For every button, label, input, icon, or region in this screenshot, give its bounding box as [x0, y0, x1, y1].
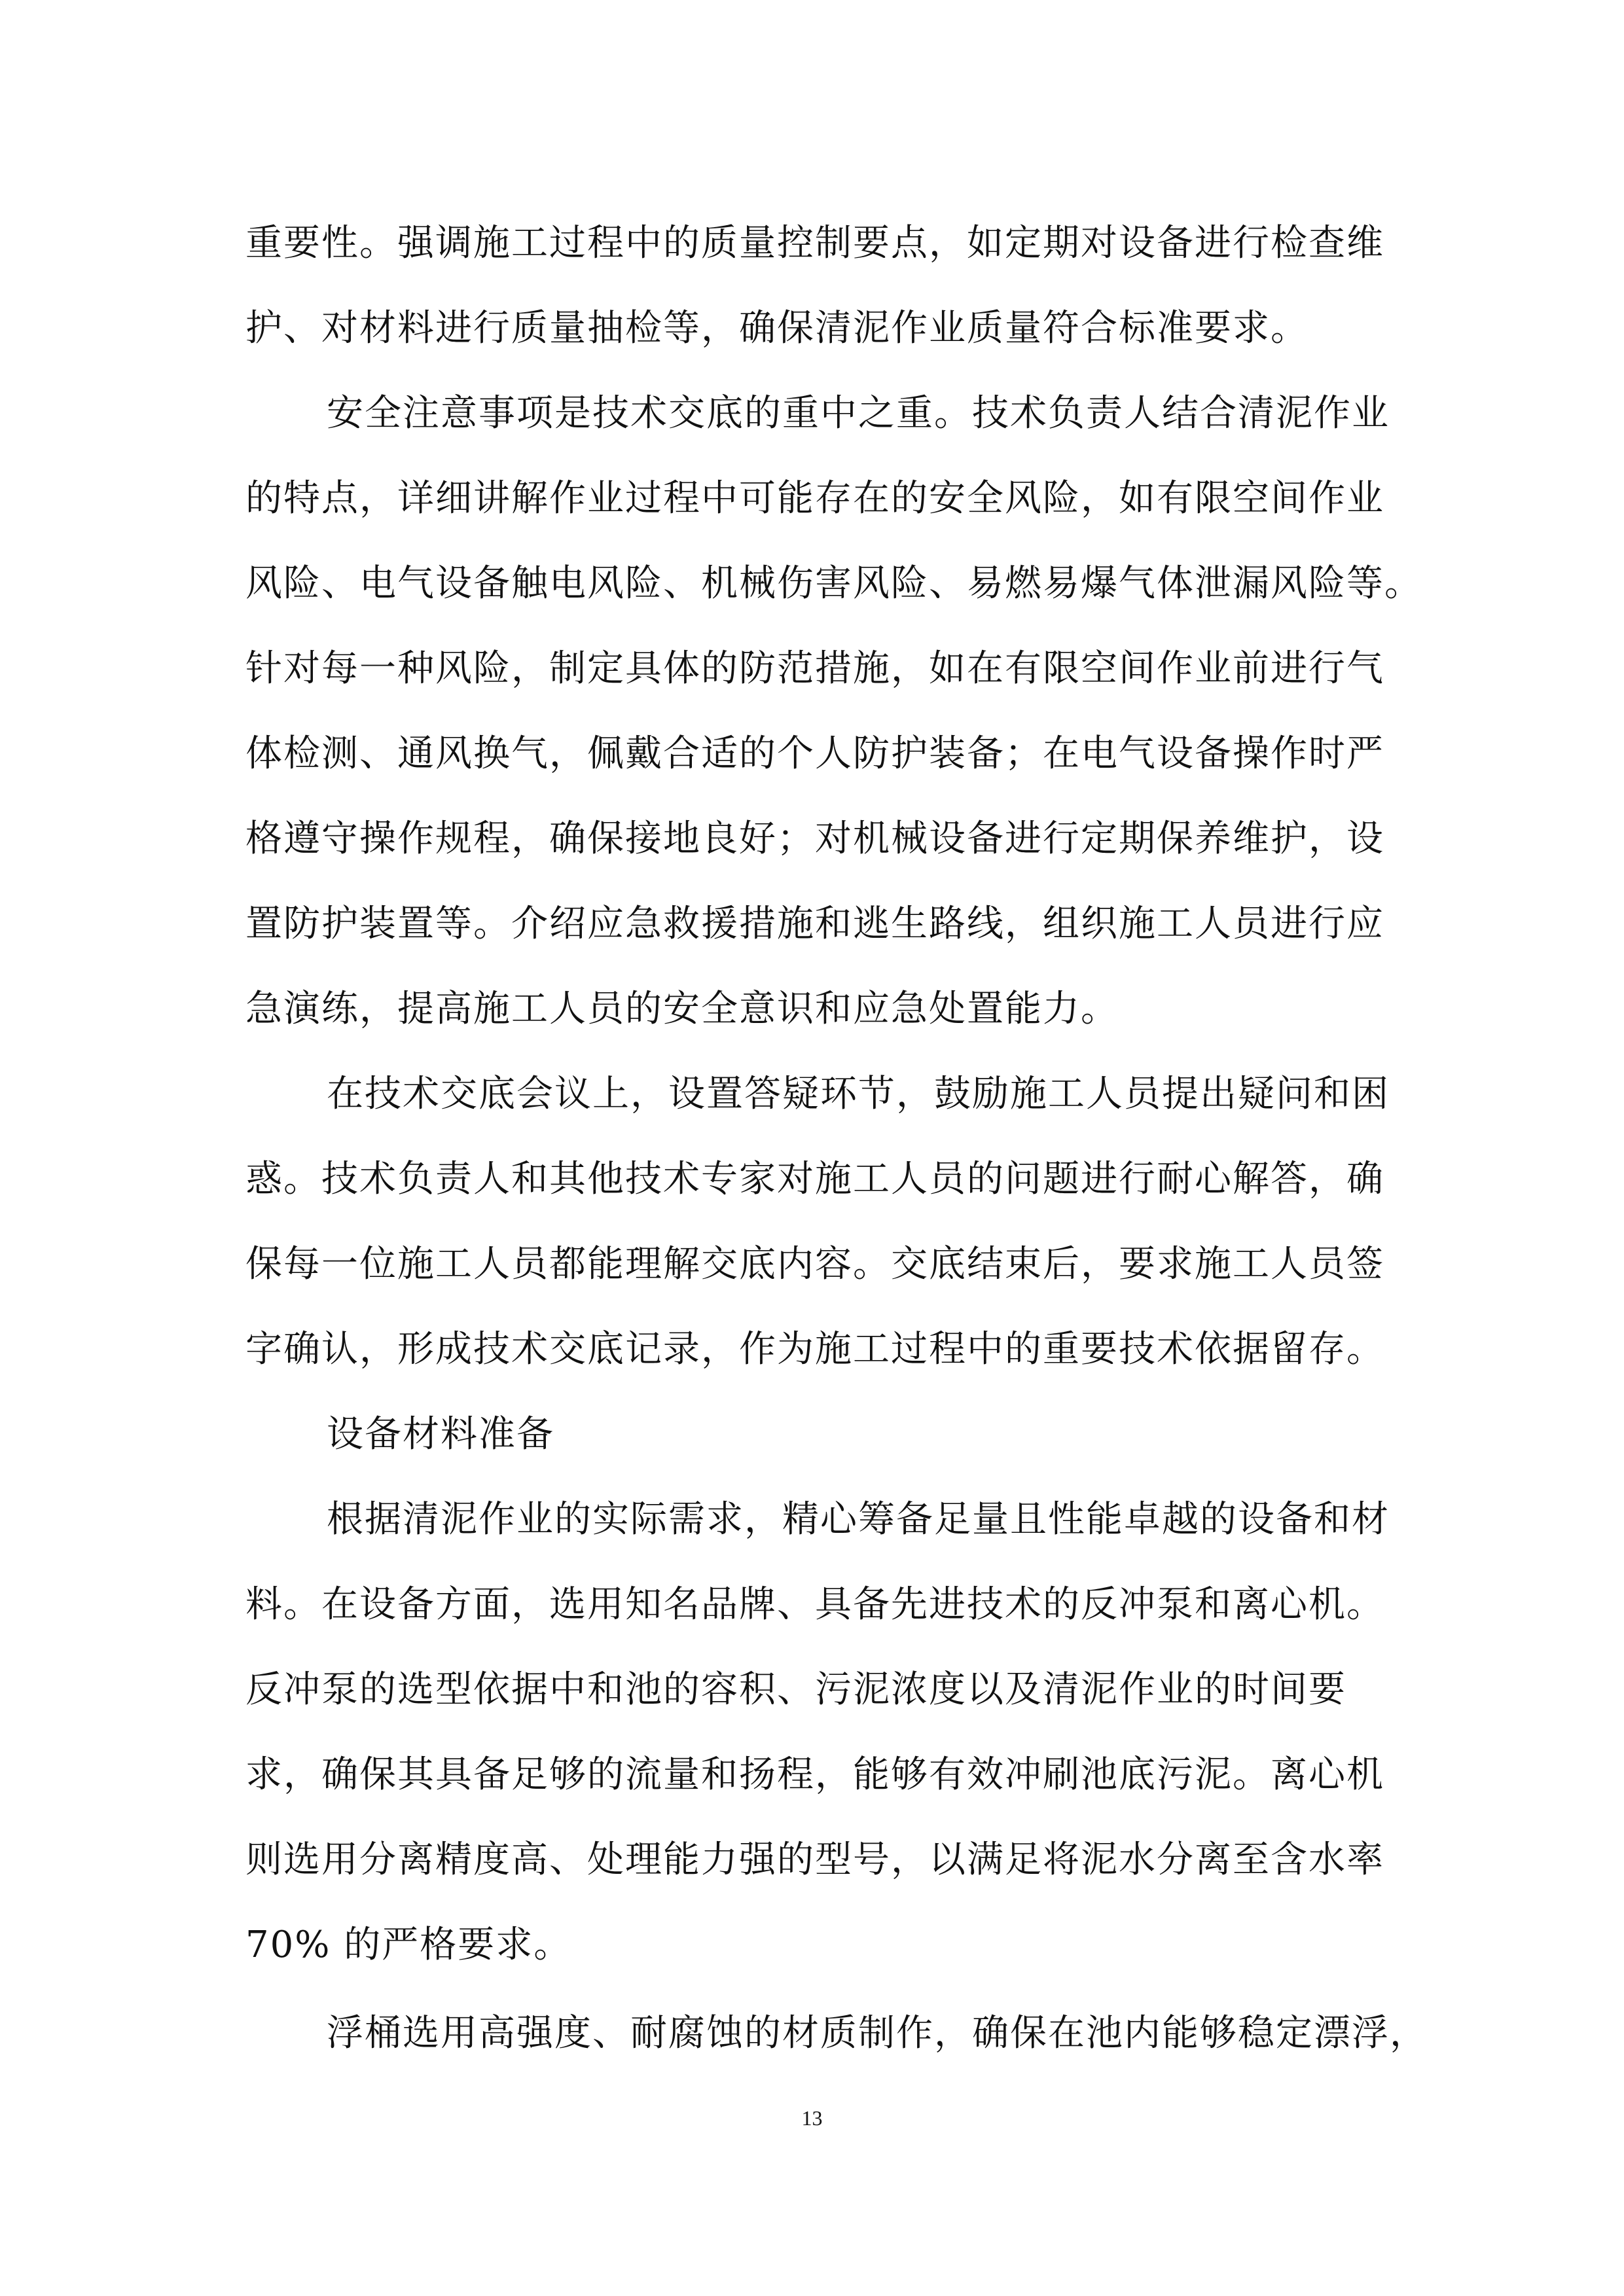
paragraph-line: 护、对材料进行质量抽检等，确保清泥作业质量符合标准要求。	[245, 307, 1308, 350]
paragraph-line: 根据清泥作业的实际需求，精心筹备足量且性能卓越的设备和材	[327, 1498, 1390, 1541]
paragraph-line: 浮桶选用高强度、耐腐蚀的材质制作，确保在池内能够稳定漂浮，	[327, 2012, 1428, 2054]
page-number: 13	[801, 2106, 823, 2130]
paragraph-line: 风险、电气设备触电风险、机械伤害风险、易燃易爆气体泄漏风险等。	[245, 562, 1422, 605]
paragraph-line: 针对每一种风险，制定具体的防范措施，如在有限空间作业前进行气	[245, 647, 1384, 690]
paragraph-line: 料。在设备方面，选用知名品牌、具备先进技术的反冲泵和离心机。	[245, 1583, 1384, 1626]
paragraph-line: 重要性。强调施工过程中的质量控制要点，如定期对设备进行检查维	[245, 222, 1384, 264]
paragraph-line: 体检测、通风换气，佩戴合适的个人防护装备；在电气设备操作时严	[245, 732, 1384, 775]
paragraph-line: 求，确保其具备足够的流量和扬程，能够有效冲刷池底污泥。离心机	[245, 1753, 1384, 1796]
paragraph-line: 反冲泵的选型依据中和池的容积、污泥浓度以及清泥作业的时间要	[245, 1668, 1346, 1711]
section-heading: 设备材料准备	[327, 1413, 554, 1456]
paragraph-line: 字确认，形成技术交底记录，作为施工过程中的重要技术依据留存。	[245, 1328, 1384, 1371]
paragraph-line: 格遵守操作规程，确保接地良好；对机械设备进行定期保养维护，设	[245, 817, 1384, 860]
paragraph-line: 的特点，详细讲解作业过程中可能存在的安全风险，如有限空间作业	[245, 477, 1384, 520]
paragraph-line: 在技术交底会议上，设置答疑环节，鼓励施工人员提出疑问和困	[327, 1073, 1390, 1115]
paragraph-line: 置防护装置等。介绍应急救援措施和逃生路线，组织施工人员进行应	[245, 903, 1384, 945]
paragraph-line: 惑。技术负责人和其他技术专家对施工人员的问题进行耐心解答，确	[245, 1158, 1384, 1200]
paragraph-line: 则选用分离精度高、处理能力强的型号，以满足将泥水分离至含水率	[245, 1839, 1384, 1881]
paragraph-line: 70% 的严格要求。	[245, 1924, 572, 1966]
paragraph-line: 急演练，提高施工人员的安全意识和应急处置能力。	[245, 988, 1119, 1030]
paragraph-line: 保每一位施工人员都能理解交底内容。交底结束后，要求施工人员签	[245, 1243, 1384, 1285]
paragraph-line: 安全注意事项是技术交底的重中之重。技术负责人结合清泥作业	[327, 392, 1390, 435]
